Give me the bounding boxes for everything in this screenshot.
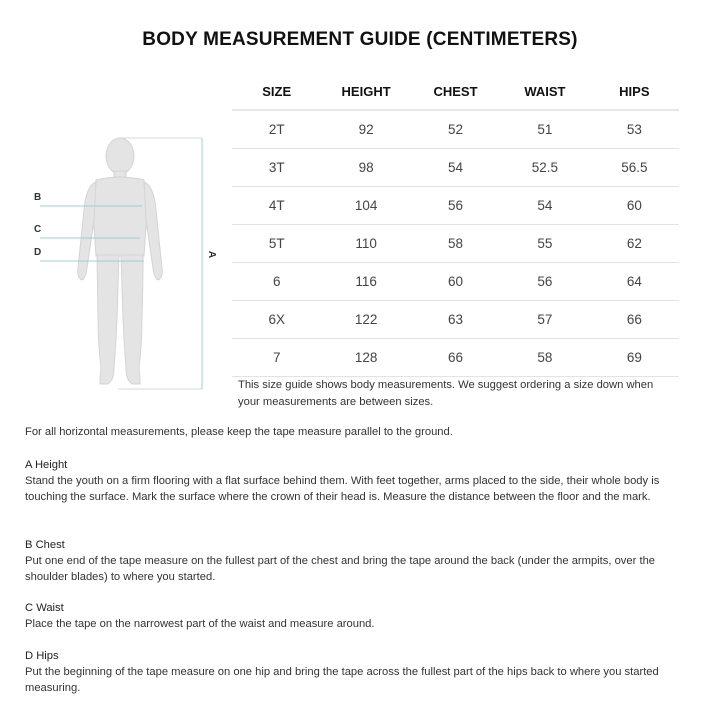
cell-hips: 62 (626, 236, 642, 251)
cell-size: 7 (272, 350, 281, 365)
cell-height: 122 (354, 312, 378, 327)
cell-height: 116 (355, 274, 377, 289)
section-waist (25, 600, 695, 632)
cell-chest: 63 (448, 312, 464, 327)
cell-chest: 58 (448, 236, 464, 251)
cell-hips: 60 (626, 198, 642, 213)
cell-hips: 53 (626, 122, 642, 137)
cell-size: 3T (268, 160, 285, 175)
section-heading: A Height (25, 459, 68, 471)
section-height (25, 457, 695, 506)
header-size: SIZE (262, 84, 292, 99)
size-table (232, 74, 679, 377)
table-row (232, 339, 679, 377)
section-text: Put one end of the tape measure on the fullest part of the chest and bring the tape around the back (under the armpits, over the shoulder blades) to where you started. (25, 555, 656, 584)
table-row (232, 263, 679, 301)
section-heading: D Hips (25, 650, 59, 662)
label-d: D (34, 247, 42, 258)
cell-waist: 58 (537, 350, 553, 365)
section-heading: B Chest (25, 539, 65, 551)
section-text: Put the beginning of the tape measure on one hip and bring the tape across the fullest part of the hips back to where you started measuring. (25, 666, 659, 695)
label-b: B (34, 192, 42, 203)
table-row (232, 187, 679, 225)
table-row (232, 301, 679, 339)
cell-height: 128 (354, 350, 378, 365)
cell-waist: 52.5 (531, 160, 559, 175)
body-figure (28, 128, 228, 398)
table-header (232, 74, 679, 111)
cell-waist: 56 (537, 274, 553, 289)
cell-height: 104 (354, 198, 378, 213)
cell-waist: 51 (537, 122, 553, 137)
cell-hips: 56.5 (621, 160, 648, 175)
cell-size: 2T (268, 122, 285, 137)
cell-size: 4T (268, 198, 285, 213)
cell-hips: 69 (626, 350, 642, 365)
cell-chest: 54 (448, 160, 464, 175)
cell-chest: 66 (448, 350, 464, 365)
cell-height: 110 (355, 236, 377, 251)
label-a: A (206, 250, 218, 259)
cell-waist: 54 (537, 198, 553, 213)
cell-chest: 60 (448, 274, 464, 289)
section-hips (25, 648, 695, 697)
table-note: This size guide shows body measurements. We suggest ordering a size down when your measurements are between sizes. (238, 379, 654, 408)
section-text: Place the tape on the narrowest part of the waist and measure around. (25, 618, 375, 631)
header-height: HEIGHT (341, 84, 391, 99)
cell-height: 98 (358, 160, 374, 175)
label-c: C (34, 224, 42, 235)
cell-hips: 66 (626, 312, 642, 327)
child-silhouette-icon (28, 128, 228, 398)
intro-text: For all horizontal measurements, please keep the tape measure parallel to the ground. (25, 426, 453, 438)
header-waist: WAIST (524, 84, 566, 99)
cell-size: 5T (268, 236, 285, 251)
cell-size: 6X (268, 312, 285, 327)
header-hips: HIPS (619, 84, 650, 99)
header-chest: CHEST (433, 84, 478, 99)
cell-chest: 56 (448, 198, 464, 213)
page-title: BODY MEASUREMENT GUIDE (CENTIMETERS) (142, 29, 578, 50)
section-chest (25, 537, 695, 586)
cell-hips: 64 (626, 274, 642, 289)
cell-size: 6 (272, 274, 281, 289)
table-row (232, 225, 679, 263)
cell-height: 92 (358, 122, 374, 137)
section-text: Stand the youth on a firm flooring with a flat surface behind them. With feet together, arms placed to the side, their whole body is touching the surface. Mark the surface where the crown of their head is. Measure the distance between the floor and the mark. (25, 475, 660, 504)
cell-waist: 57 (537, 312, 553, 327)
cell-waist: 55 (537, 236, 553, 251)
table-row (232, 149, 679, 187)
table-row (232, 111, 679, 149)
section-heading: C Waist (25, 602, 64, 614)
cell-chest: 52 (448, 122, 464, 137)
